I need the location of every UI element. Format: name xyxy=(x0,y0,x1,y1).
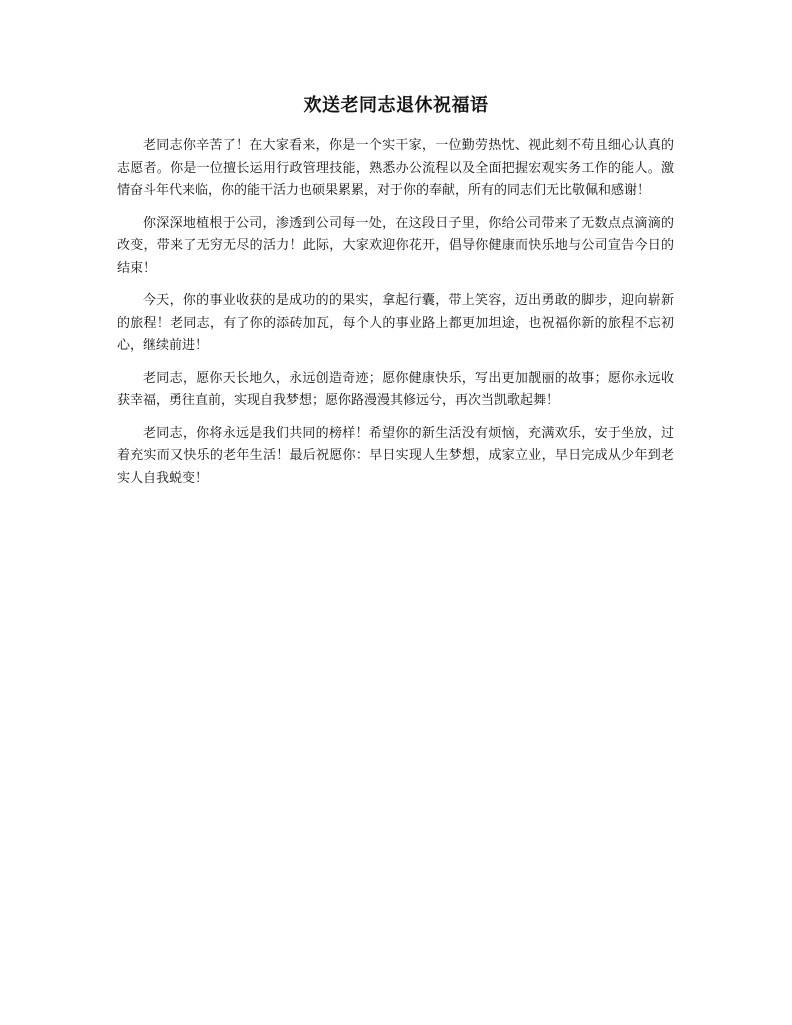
document-title: 欢送老同志退休祝福语 xyxy=(303,95,489,116)
paragraph-1: 老同志你辛苦了！在大家看来，你是一个实干家，一位勤劳热忱、视此刻不苟且细心认真的志愿者。你是一位擅长运用行政管理技能，熟悉办公流程以及全面把握宏观实务工作的能人。激情奋斗年代来临，你的能干活力也硕果累累，对于你的奉献，所有的同志们无比敬佩和感谢！ xyxy=(117,138,674,198)
paragraph-3: 今天，你的事业收获的是成功的的果实，拿起行囊，带上笑容，迈出勇敢的脚步，迎向崭新的旅程！老同志，有了你的添砖加瓦，每个人的事业路上都更加坦途，也祝福你新的旅程不忘初心，继续前进！ xyxy=(117,293,674,353)
paragraph-2: 你深深地植根于公司，渗透到公司每一处，在这段日子里，你给公司带来了无数点点滴滴的改变，带来了无穷无尽的活力！此际，大家欢迎你花开，倡导你健康而快乐地与公司宣告今日的结束！ xyxy=(117,215,674,276)
paragraph-4: 老同志，愿你天长地久，永远创造奇迹；愿你健康快乐，写出更加靓丽的故事；愿你永远收获幸福，勇往直前，实现自我梦想；愿你路漫漫其修远兮，再次当凯歌起舞！ xyxy=(117,370,674,408)
paragraph-5: 老同志，你将永远是我们共同的榜样！希望你的新生活没有烦恼，充满欢乐，安于坐放，过着充实而又快乐的老年生活！最后祝愿你：早日实现人生梦想，成家立业，早日完成从少年到老实人自我蜕变！ xyxy=(117,425,674,486)
document-body xyxy=(117,135,674,500)
